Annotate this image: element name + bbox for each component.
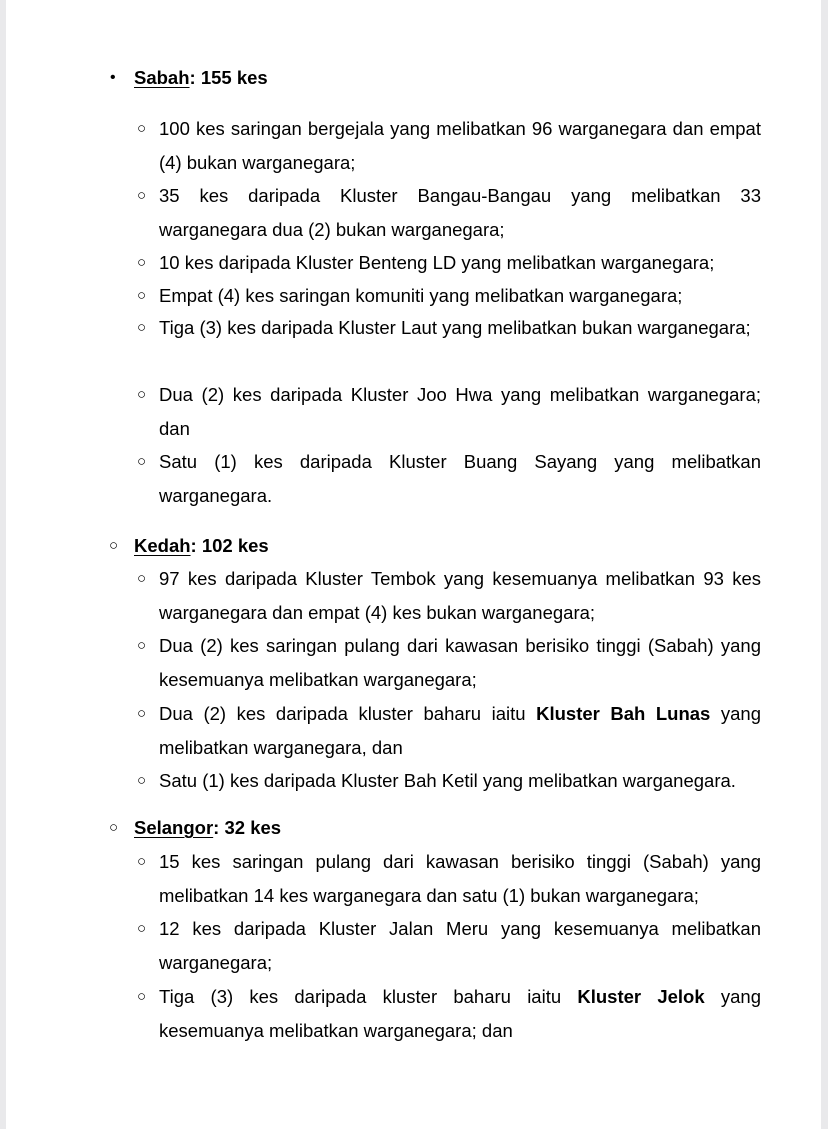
item-text: Dua (2) kes daripada kluster baharu iaitu Kluster Bah Lunas yang melibatkan warganegara, dan <box>159 703 761 758</box>
item-text: 10 kes daripada Kluster Benteng LD yang melibatkan warganegara; <box>159 252 715 273</box>
item-text: 35 kes daripada Kluster Bangau-Bangau yang melibatkan 33 warganegara dua (2) bukan warganegara; <box>159 185 761 240</box>
sub-bullet-marker: ○ <box>137 453 147 470</box>
sub-bullet-marker: ○ <box>137 120 147 137</box>
sub-bullet-marker: ○ <box>137 386 147 403</box>
new-cluster-name: Kluster Jelok <box>577 986 705 1007</box>
sub-bullet-marker: ○ <box>137 705 147 722</box>
document-page <box>6 0 821 1129</box>
new-cluster-name: Kluster Bah Lunas <box>536 703 711 724</box>
bullet-marker: ○ <box>109 537 119 554</box>
case-count: : 32 kes <box>213 817 282 838</box>
sub-bullet-marker: ○ <box>137 319 147 336</box>
item-text: Dua (2) kes daripada Kluster Joo Hwa yang melibatkan warganegara; dan <box>159 384 761 439</box>
sub-bullet-marker: ○ <box>137 637 147 654</box>
bullet-marker: ○ <box>109 819 119 836</box>
item-text: Dua (2) kes saringan pulang dari kawasan berisiko tinggi (Sabah) yang kesemuanya melibatkan warganegara; <box>159 635 761 690</box>
state-name: Kedah <box>134 535 191 556</box>
section-header <box>134 529 269 563</box>
section-header <box>134 811 281 845</box>
bullet-marker: • <box>110 69 116 86</box>
sub-bullet-marker: ○ <box>137 254 147 271</box>
state-name: Selangor <box>134 817 214 838</box>
sub-bullet-marker: ○ <box>137 772 147 789</box>
item-text: 97 kes daripada Kluster Tembok yang kesemuanya melibatkan 93 kes warganegara dan empat (4) kes bukan warganegara; <box>159 568 761 623</box>
item-text: Satu (1) kes daripada Kluster Buang Sayang yang melibatkan warganegara. <box>159 451 761 506</box>
sub-bullet-marker: ○ <box>137 287 147 304</box>
case-count: : 155 kes <box>189 67 268 88</box>
item-text: 12 kes daripada Kluster Jalan Meru yang kesemuanya melibatkan warganegara; <box>159 918 761 973</box>
sub-bullet-marker: ○ <box>137 920 147 937</box>
sub-bullet-marker: ○ <box>137 853 147 870</box>
sub-bullet-marker: ○ <box>137 570 147 587</box>
state-name: Sabah <box>134 67 190 88</box>
sub-bullet-marker: ○ <box>137 187 147 204</box>
item-text: 100 kes saringan bergejala yang melibatkan 96 warganegara dan empat (4) bukan warganegara; <box>159 118 761 173</box>
section-header <box>134 61 268 95</box>
item-text: Empat (4) kes saringan komuniti yang melibatkan warganegara; <box>159 285 683 306</box>
sub-bullet-marker: ○ <box>137 988 147 1005</box>
item-text: Tiga (3) kes daripada Kluster Laut yang melibatkan bukan warganegara; <box>159 317 751 338</box>
case-count: : 102 kes <box>190 535 269 556</box>
item-text: Tiga (3) kes daripada kluster baharu iaitu Kluster Jelok yang kesemuanya melibatkan warganegara; dan <box>159 986 761 1041</box>
item-text: 15 kes saringan pulang dari kawasan berisiko tinggi (Sabah) yang melibatkan 14 kes warganegara dan satu (1) bukan warganegara; <box>159 851 761 906</box>
item-text: Satu (1) kes daripada Kluster Bah Ketil yang melibatkan warganegara. <box>159 770 736 791</box>
